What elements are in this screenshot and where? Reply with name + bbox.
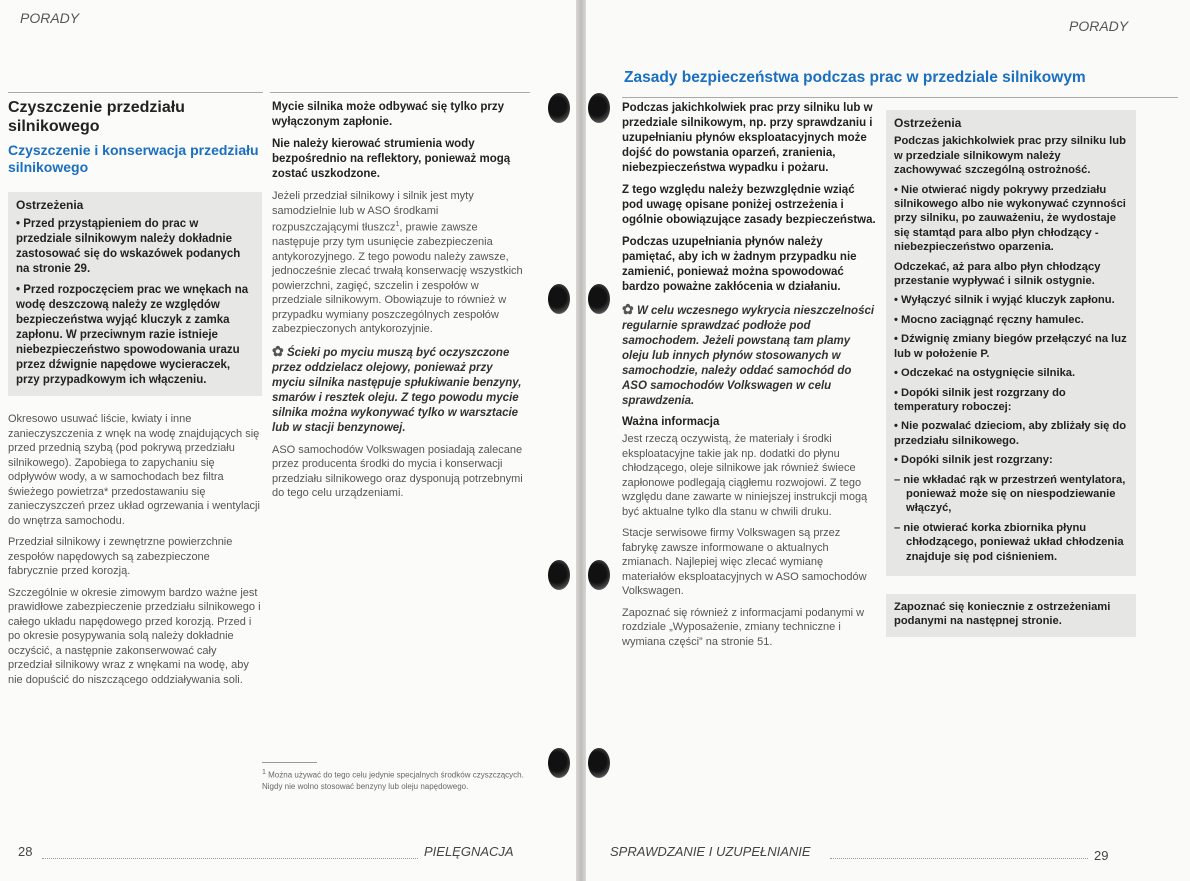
footnote-text: $^1$ Można używać do tego celu jedynie specjalnych środków czyszczących. Nigdy nie wolno stosować benzyny lub oleju napędowego. — [262, 769, 524, 791]
warning-item: • Mocno zaciągnąć ręczny hamulec. — [894, 313, 1084, 326]
binder-hole — [548, 93, 570, 123]
bold-paragraph: Nie należy kierować strumienia wody bezpośrednio na reflektory, ponieważ mogą zostać uszkodzone. — [272, 138, 511, 180]
body-paragraph: Szczególnie w okresie zimowym bardzo ważne jest prawidłowe zabezpieczenie przedziału silnikowego i całego układu napędowego przed korozją. Przed i po okresie posypywania solą należy dokładnie oczyścić, a następnie zakonserwować cały przedział silnikowy wraz z wnękami na wodę, aby nie dopuścić do niszczącego oddziaływania soli. — [8, 586, 261, 686]
binder-hole — [548, 284, 570, 314]
footer-dots — [42, 858, 418, 860]
rule — [622, 97, 1178, 98]
binder-hole — [588, 748, 610, 778]
warning-item: • Przed przystąpieniem do prac w przedziale silnikowym należy dokładnie zastosować się do wskazówek podanych na stronie 29. — [16, 218, 241, 275]
environment-note: ✿ Ścieki po myciu muszą być oczyszczone przez oddzielacz olejowy, ponieważ przy myciu silnika następuje spłukiwanie benzyny, smarów i resztek oleju. Z tego powodu mycie silnika można wykonywać tylko w warsztacie lub w stacji benzynowej. — [272, 342, 522, 434]
warning-box — [8, 192, 262, 396]
warning-item: • Wyłączyć silnik i wyjąć kluczyk zapłonu. — [894, 294, 1115, 307]
bold-paragraph: Mycie silnika może odbywać się tylko przy wyłączonym zapłonie. — [272, 101, 505, 128]
bold-paragraph: Podczas uzupełniania płynów należy pamiętać, aby ich w żadnym przypadku nie zamienić, ponieważ można spowodować bardzo poważne zakłócenia w działaniu. — [622, 236, 857, 293]
binder-hole — [588, 93, 610, 123]
binder-hole — [588, 560, 610, 590]
body-paragraph: Jeżeli przedział silnikowy i silnik jest myty samodzielnie lub w ASO środkami rozpuszczającymi tłuszcz$^1$, prawie zawsze następuje przy tym usunięcie zabezpieczenia antykorozyjnego. Z tego powodu należy zawsze, jednocześnie zlecać trwałą konserwację wszystkich powierzchni, zagięć, szczelin i zespołów w przedziale silnikowym. Obowiązuje to również w przypadku wymiany poszczególnych zespołów zabezpieczonych antykorozyjnie. — [272, 190, 523, 336]
body-paragraph: Jest rzeczą oczywistą, że materiały i środki eksploatacyjne takie jak np. dodatki do płynu chłodzącego, oleje silnikowe jak również świece zapłonowe podlegają ciągłemu rozwojowi. Z tego względu dane zawarte w niniejszej instrukcji mogą być aktualne tylko dla stanu w chwili druku. — [622, 433, 868, 518]
environment-note: ✿ W celu wczesnego wykrycia nieszczelności regularnie sprawdzać podłoże pod samochodem. Jeżeli powstaną tam plamy oleju lub innych płynów stosowanych w samochodzie, należy oddać samochód do ASO samochodów Volkswagen w celu sprawdzenia. — [622, 301, 875, 407]
warning-item: • Dźwignię zmiany biegów przełączyć na luz lub w położenie P. — [894, 333, 1127, 360]
footnote — [262, 762, 524, 792]
rule — [8, 92, 263, 93]
footer-dots — [830, 858, 1088, 860]
warning-item: – nie wkładać rąk w przestrzeń wentylatora, ponieważ może się on niespodziewanie włączyć, — [894, 473, 1126, 515]
gutter — [576, 0, 586, 881]
footnote-rule — [262, 762, 317, 763]
warning-item: • Dopóki silnik jest rozgrzany do temperatury roboczej: — [894, 386, 1066, 413]
right-column-1 — [622, 101, 878, 656]
environment-icon: ✿ — [272, 342, 284, 359]
page-header: PORADY — [1069, 18, 1129, 34]
warning-title: Ostrzeżenia — [894, 116, 962, 130]
binder-hole — [548, 748, 570, 778]
warning-continuation: Zapoznać się koniecznie z ostrzeżeniami podanymi na następnej stronie. — [886, 594, 1136, 637]
warning-box — [886, 110, 1136, 576]
section-title: Czyszczenie przedziału silnikowego — [8, 99, 185, 135]
binder-hole — [588, 284, 610, 314]
bold-paragraph: Z tego względu należy bezwzględnie wziąć pod uwagę opisane poniżej ostrzeżenia i ogólnie obowiązujące zasady bezpieczeństwa. — [622, 184, 876, 226]
footnote-mark: 1 — [395, 221, 400, 228]
body-paragraph: Zapoznać się również z informacjami podanymi w rozdziale „Wyposażenie, zmiany techniczne i wymiana części” na stronie 51. — [622, 606, 865, 648]
page-number: 28 — [18, 844, 33, 859]
bold-paragraph: Podczas jakichkolwiek prac przy silniku lub w przedziale silnikowym, np. przy sprawdzaniu i uzupełnianiu płynów eksploatacyjnych może dojść do powstania oparzeń, zranienia, niebezpieczeństwa wypadku i pożaru. — [622, 102, 873, 174]
left-column-2 — [272, 100, 528, 508]
page-header: PORADY — [20, 10, 80, 26]
warning-item: Podczas jakichkolwiek prac przy silniku lub w przedziale silnikowym należy zachowywać szczególną ostrożność. — [894, 135, 1126, 177]
warning-item: • Odczekać na ostygnięcie silnika. — [894, 367, 1076, 380]
warning-item: • Nie pozwalać dzieciom, aby zbliżały się do przedziału silnikowego. — [894, 420, 1127, 447]
footer-label: PIELĘGNACJA — [424, 844, 514, 859]
environment-icon: ✿ — [622, 301, 634, 317]
binder-hole — [548, 560, 570, 590]
body-paragraph: Okresowo usuwać liście, kwiaty i inne zanieczyszczenia z wnęk na wodę znajdujących się przed przednią szybą (pod pokrywą przedziału silnikowego). Zapobiega to zapychaniu się odpływów wody, a w samochodach bez filtra świeżego powietrza* przedostawaniu się zanieczyszczeń przez układ ogrzewania i wentylacji do wnętrza samochodu. — [8, 413, 260, 527]
page-number: 29 — [1094, 848, 1109, 863]
body-paragraph: Przedział silnikowy i zewnętrzne powierzchnie zespołów napędowych są zabezpieczone fabrycznie przed korozją. — [8, 536, 233, 577]
right-page — [586, 0, 1190, 881]
warning-item: • Dopóki silnik jest rozgrzany: — [894, 454, 1053, 467]
important-title: Ważna informacja — [622, 416, 720, 428]
footer-label: SPRAWDZANIE I UZUPEŁNIANIE — [610, 844, 811, 859]
rule — [270, 92, 530, 93]
subsection-title: Czyszczenie i konserwacja przedziału silnikowego — [8, 142, 259, 175]
body-paragraph: Stacje serwisowe firmy Volkswagen są przez fabrykę zawsze informowane o aktualnych zmianach. Najlepiej więc zlecać wymianę materiałów eksploatacyjnych w ASO samochodów Volkswagen. — [622, 527, 867, 597]
warning-title: Ostrzeżenia — [16, 198, 84, 212]
warning-item: Odczekać, aż para albo płyn chłodzący przestanie wypływać i silnik ostygnie. — [894, 260, 1101, 288]
warning-item: • Przed rozpoczęciem prac we wnękach na wodę deszczową należy ze względów bezpieczeństwa wyjąć kluczyk z zamka zapłonu. W przeciwnym razie istnieje niebezpieczeństwo spowodowania urazu przez dźwignie napędowe wycieraczek, przy przypadkowym ich włączeniu. — [16, 284, 249, 386]
main-title: Zasady bezpieczeństwa podczas prac w przedziale silnikowym — [624, 69, 1086, 86]
left-page — [0, 0, 576, 881]
warning-item: – nie otwierać korka zbiornika płynu chłodzącego, ponieważ układ chłodzenia znajduje się pod ciśnieniem. — [894, 521, 1124, 563]
body-paragraph: ASO samochodów Volkswagen posiadają zalecane przez producenta środki do mycia i konserwacji przedziału silnikowego oraz dysponują potrzebnymi do tego celu urządzeniami. — [272, 443, 523, 500]
right-warning-column — [886, 110, 1136, 637]
warning-item: • Nie otwierać nigdy pokrywy przedziału silnikowego albo nie wykonywać czynności przy silniku, po zauważeniu, że wydostaje się stamtąd para albo płyn chłodzący - niebezpieczeństwo oparzenia. — [894, 183, 1126, 254]
left-column-1 — [8, 98, 262, 694]
